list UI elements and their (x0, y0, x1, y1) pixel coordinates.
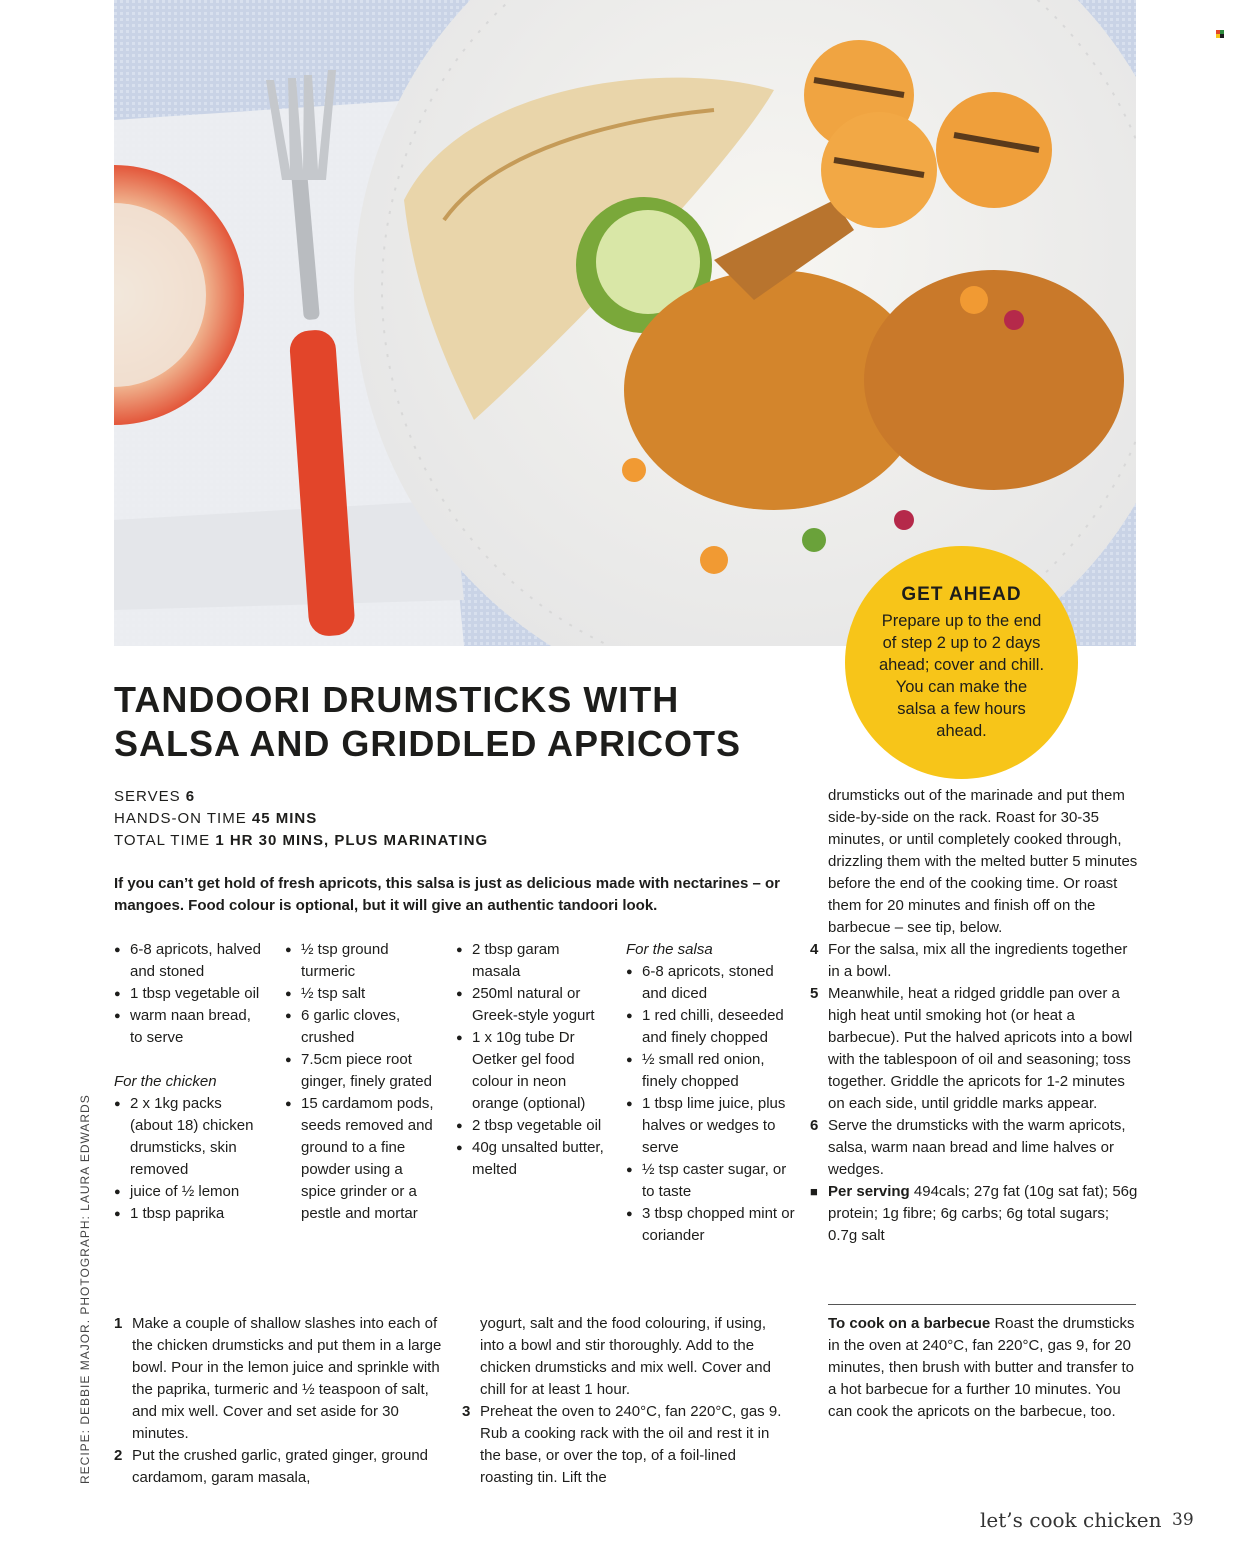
recipe-intro: If you can’t get hold of fresh apricots, this salsa is just as delicious made with nectarines – or mangoes. Food colour is optional, but it will give an authentic tandoori look. (114, 875, 781, 914)
ingredient-item: ● warm naan bread, to serve (114, 1005, 264, 1049)
get-ahead-badge (845, 546, 1078, 779)
salsa-heading: For the salsa (626, 941, 713, 958)
method-step-1: 1 Make a couple of shallow slashes into each of the chicken drumsticks and put them in a large bowl. Pour in the lemon juice and sprinkle with the paprika, turmeric and ½ teaspoon of salt, and mix well. Cover and set aside for 30 minutes. (114, 1315, 442, 1442)
ingredients-col-3 (456, 939, 606, 1181)
method-step-3: 3 Preheat the oven to 240°C, fan 220°C, gas 9. Rub a cooking rack with the oil and rest it in the base, or over the top, of a foil-lined roasting tin. Lift the (462, 1403, 782, 1486)
method-step-2-cont: yogurt, salt and the food colouring, if using, into a bowl and stir thoroughly. Add to the chicken drumsticks and mix well. Cover and chill for at least 1 hour. (480, 1315, 771, 1398)
ingredient-item: ● 15 cardamom pods, seeds removed and ground to a fine powder using a spice grinder or a pestle and mortar (285, 1093, 441, 1225)
chicken-heading: For the chicken (114, 1073, 217, 1090)
method-step-6: 6 Serve the drumsticks with the warm apricots, salsa, warm naan bread and lime halves or wedges. (810, 1117, 1126, 1178)
ingredients-col-1 (114, 939, 264, 1225)
method-step-5: 5 Meanwhile, heat a ridged griddle pan over a high heat until smoking hot (or heat a barbecue). Put the halved apricots into a bowl with the tablespoon of oil and seasoning; toss together. Griddle the apricots for 1-2 minutes on each side, until griddle marks appear. (810, 985, 1133, 1112)
recipe-meta (114, 786, 488, 852)
ingredient-item: ● ½ tsp caster sugar, or to taste (626, 1159, 798, 1203)
ingredient-item: ● 2 tbsp garam masala (456, 939, 606, 983)
recipe-title: TANDOORI DRUMSTICKS WITH SALSA AND GRIDDLED APRICOTS (114, 679, 742, 764)
corner-mark (1216, 30, 1224, 38)
ingredient-item: ● 6-8 apricots, halved and stoned (114, 939, 264, 983)
ingredient-item: ● 40g unsalted butter, melted (456, 1137, 606, 1181)
ingredient-item: ● 2 tbsp vegetable oil (456, 1115, 606, 1137)
get-ahead-heading: GET AHEAD (901, 584, 1022, 605)
ingredient-item: ● 1 red chilli, deseeded and finely chopped (626, 1005, 798, 1049)
ingredient-item: ● 1 x 10g tube Dr Oetker gel food colour in neon orange (optional) (456, 1027, 606, 1115)
ingredient-item: ● 250ml natural or Greek-style yogurt (456, 983, 606, 1027)
serves-line: SERVES 6 (114, 788, 196, 805)
ingredient-item: ● juice of ½ lemon (114, 1181, 264, 1203)
ingredients-col-4 (626, 939, 798, 1247)
method-col-2 (462, 1313, 792, 1489)
ingredient-item: ● 6 garlic cloves, crushed (285, 1005, 441, 1049)
page-number: 39 (1172, 1510, 1194, 1530)
ingredients-col-2 (285, 939, 441, 1225)
method-col-3 (810, 785, 1140, 1247)
ingredient-item: ● 1 tbsp vegetable oil (114, 983, 264, 1005)
photo-credit: RECIPE: DEBBIE MAJOR. PHOTOGRAPH: LAURA EDWARDS (78, 1094, 92, 1484)
ingredient-item: ● ½ tsp salt (285, 983, 441, 1005)
ingredient-item: ● 1 tbsp paprika (114, 1203, 264, 1225)
ingredient-item: ● 3 tbsp chopped mint or coriander (626, 1203, 798, 1247)
ingredient-item: ● 6-8 apricots, stoned and diced (626, 961, 798, 1005)
method-step-2: 2 Put the crushed garlic, grated ginger, ground cardamom, garam masala, (114, 1447, 429, 1486)
handson-line: HANDS-ON TIME 45 MINS (114, 810, 318, 827)
method-col-1 (114, 1313, 444, 1489)
method-step-4: 4 For the salsa, mix all the ingredients together in a bowl. (810, 941, 1128, 980)
total-line: TOTAL TIME 1 HR 30 MINS, PLUS MARINATING (114, 832, 489, 849)
section-footer: let’s cook chicken (980, 1508, 1162, 1532)
ingredient-item: ● ½ small red onion, finely chopped (626, 1049, 798, 1093)
method-step-3-cont: drumsticks out of the marinade and put them side-by-side on the rack. Roast for 30-35 minutes, or until completely cooked through, drizzling them with the melted butter 5 minutes before the end of the cooking time. Or roast them for 20 minutes and finish off on the barbecue – see tip, below. (828, 787, 1138, 936)
ingredient-item: ● ½ tsp ground turmeric (285, 939, 441, 983)
get-ahead-text: Prepare up to the end of step 2 up to 2 days ahead; cover and chill. You can make the salsa a few hours ahead. (878, 612, 1045, 740)
divider (828, 1304, 1136, 1305)
ingredient-item: ● 7.5cm piece root ginger, finely grated (285, 1049, 441, 1093)
barbecue-tip: To cook on a barbecue Roast the drumsticks in the oven at 240°C, fan 220°C, gas 9, for 20 minutes, then brush with butter and transfer to a hot barbecue for a further 10 minutes. You can cook the apricots on the barbecue, too. (828, 1315, 1135, 1420)
per-serving: ■ Per serving 494cals; 27g fat (10g sat fat); 56g protein; 1g fibre; 6g carbs; 6g total sugars; 0.7g salt (810, 1183, 1138, 1244)
ingredient-item: ● 1 tbsp lime juice, plus halves or wedges to serve (626, 1093, 798, 1159)
ingredient-item: ● 2 x 1kg packs (about 18) chicken drumsticks, skin removed (114, 1093, 264, 1181)
